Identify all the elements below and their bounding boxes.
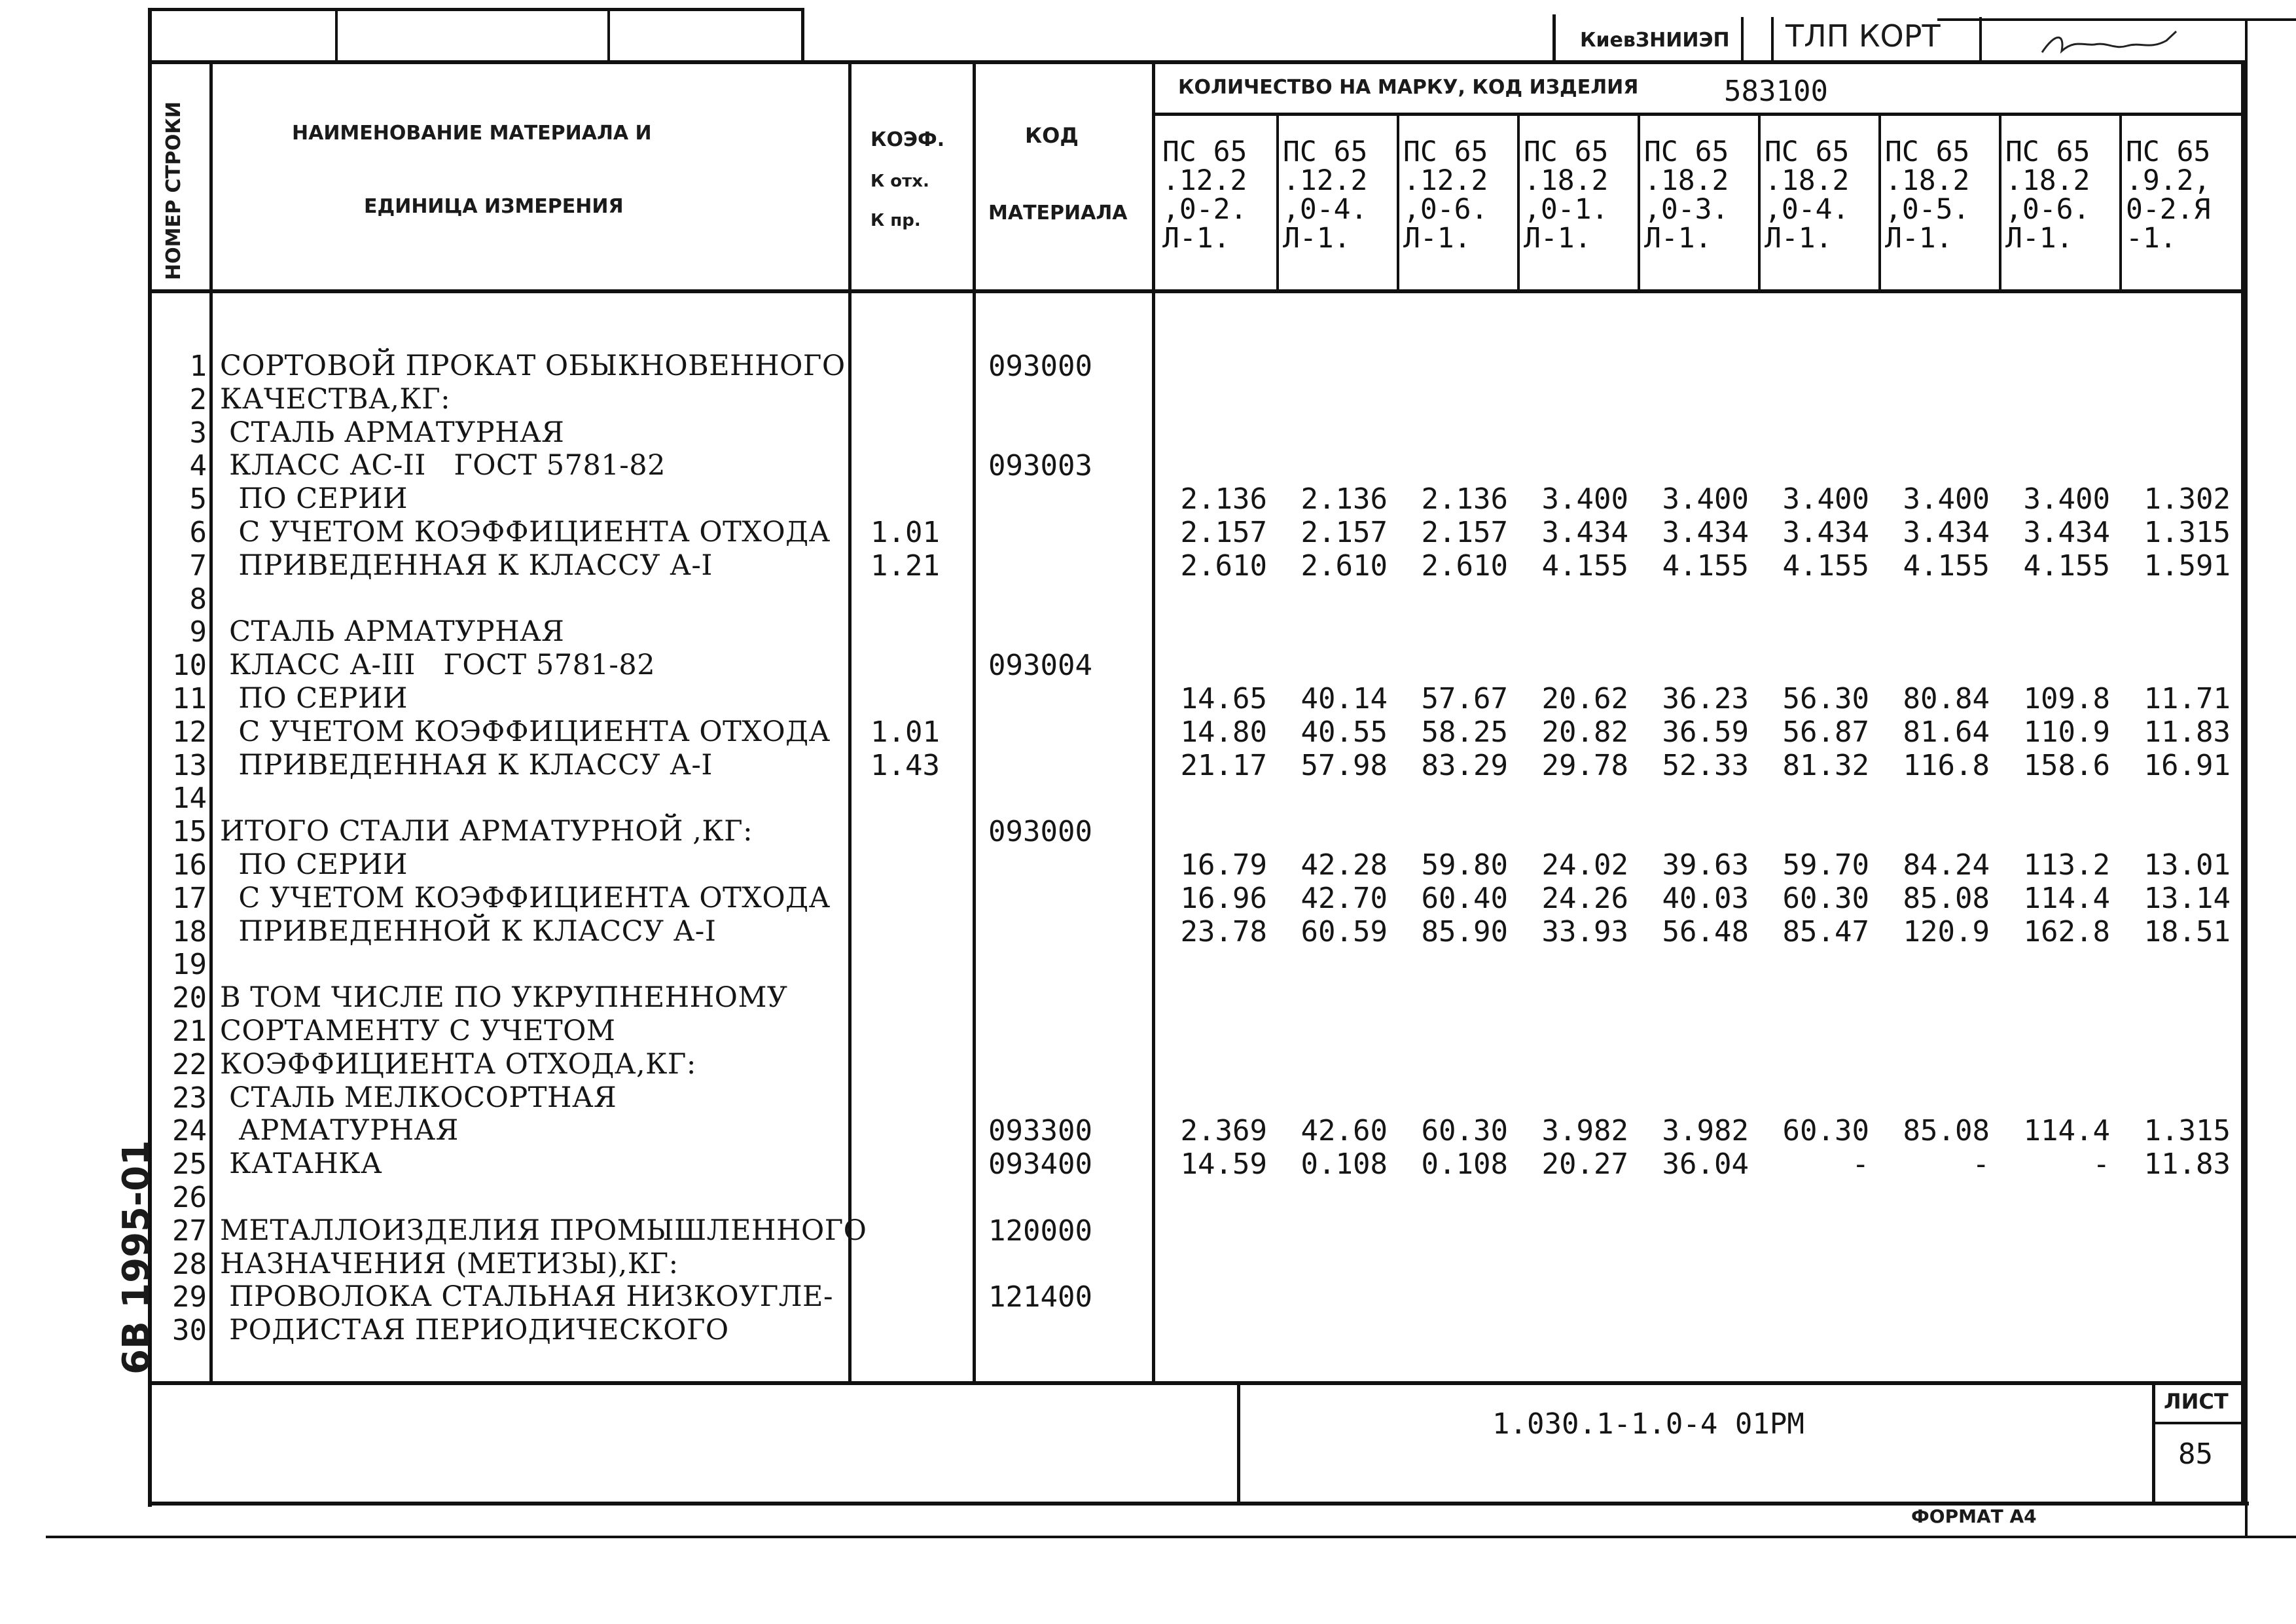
value-cell: 2.610	[1300, 549, 1388, 583]
col-div-name	[848, 60, 852, 1384]
value-cell: 36.23	[1662, 682, 1749, 715]
value-cell: 18.51	[2144, 915, 2231, 948]
row-material-name: СТАЛЬ МЕЛКОСОРТНАЯ	[220, 1081, 617, 1114]
value-cell: 58.25	[1421, 715, 1508, 749]
value-cell: 1.315	[2144, 516, 2231, 549]
column-header: ПС 65 .12.2 ,0-2. Л-1.	[1162, 135, 1247, 255]
value-cell: 4.155	[2023, 549, 2110, 583]
value-cell: 83.29	[1421, 749, 1508, 782]
value-cell: 3.982	[1541, 1114, 1628, 1147]
row-number: 16	[172, 848, 207, 882]
value-cell: 57.67	[1421, 682, 1508, 715]
value-cell: 16.91	[2144, 749, 2231, 782]
row-number: 1	[189, 350, 207, 383]
value-cell: 0.108	[1421, 1147, 1508, 1181]
row-number: 8	[189, 583, 207, 616]
value-cell: 20.62	[1541, 682, 1628, 715]
value-cell: 85.90	[1421, 915, 1508, 948]
stamp-div-6	[1771, 17, 1774, 62]
value-cell: 60.30	[1782, 882, 1869, 915]
value-cell: 59.80	[1421, 848, 1508, 882]
column-header: ПС 65 .18.2 ,0-1. Л-1.	[1524, 135, 1609, 255]
format-label: ФОРМАТ А4	[1911, 1506, 2037, 1527]
row-material-name: НАЗНАЧЕНИЯ (МЕТИЗЫ),КГ:	[220, 1248, 679, 1280]
row-number: 12	[172, 715, 207, 749]
row-number: 15	[172, 815, 207, 848]
row-material-name: МЕТАЛЛОИЗДЕЛИЯ ПРОМЫШЛЕННОГО	[220, 1214, 867, 1247]
frame-top-right	[1937, 18, 2296, 21]
column-header: ПС 65 .18.2 ,0-4. Л-1.	[1765, 135, 1850, 255]
value-cell: 42.70	[1300, 882, 1388, 915]
row-number-header: НОМЕР СТРОКИ	[162, 101, 185, 280]
col-div-p4	[1638, 113, 1640, 292]
row-material-code: 093400	[988, 1147, 1092, 1181]
row-number: 25	[172, 1147, 207, 1181]
value-cell: 1.302	[2144, 482, 2231, 516]
row-material-name: КЛАСС А-III ГОСТ 5781-82	[220, 649, 656, 681]
row-number: 18	[172, 915, 207, 948]
footer-div-2	[2152, 1381, 2155, 1504]
name-header-2: ЕДИНИЦА ИЗМЕРЕНИЯ	[364, 195, 624, 218]
side-mark: 6В 1995-01	[115, 1140, 158, 1375]
page-bottom-rule	[46, 1536, 2296, 1538]
value-cell: 0.108	[1300, 1147, 1388, 1181]
row-number: 9	[189, 615, 207, 649]
value-cell: 60.30	[1421, 1114, 1508, 1147]
value-cell: 2.610	[1421, 549, 1508, 583]
value-cell: 85.47	[1782, 915, 1869, 948]
value-cell: 158.6	[2023, 749, 2110, 782]
stamp-div-2	[607, 8, 610, 63]
row-material-code: 093000	[988, 350, 1092, 383]
value-cell: 21.17	[1180, 749, 1267, 782]
value-cell: -	[1852, 1147, 1869, 1181]
row-material-code: 093300	[988, 1114, 1092, 1147]
value-cell: 24.26	[1541, 882, 1628, 915]
row-material-name: С УЧЕТОМ КОЭФФИЦИЕНТА ОТХОДА	[220, 715, 831, 748]
name-header-1: НАИМЕНОВАНИЕ МАТЕРИАЛА И	[292, 122, 652, 145]
row-number: 11	[172, 682, 207, 715]
value-cell: 3.982	[1662, 1114, 1749, 1147]
row-number: 19	[172, 948, 207, 981]
row-material-name: В ТОМ ЧИСЛЕ ПО УКРУПНЕННОМУ	[220, 981, 788, 1014]
value-cell: 20.82	[1541, 715, 1628, 749]
value-cell: -	[1972, 1147, 1990, 1181]
row-number: 24	[172, 1114, 207, 1147]
row-material-name: ПРИВЕДЕННОЙ К КЛАССУ А-I	[220, 915, 717, 948]
value-cell: 56.87	[1782, 715, 1869, 749]
row-material-code: 093003	[988, 449, 1092, 482]
row-number: 4	[189, 449, 207, 482]
value-cell: 14.80	[1180, 715, 1267, 749]
product-code: 583100	[1724, 75, 1828, 108]
value-cell: 4.155	[1782, 549, 1869, 583]
stamp-div-4	[1552, 14, 1556, 62]
value-cell: 23.78	[1180, 915, 1267, 948]
sheet-label: ЛИСТ	[2164, 1389, 2229, 1414]
row-material-code: 120000	[988, 1214, 1092, 1248]
value-cell: 3.434	[2023, 516, 2110, 549]
value-cell: 11.83	[2144, 715, 2231, 749]
stamp-div-7	[1979, 17, 1982, 62]
row-material-name: КЛАСС АС-II ГОСТ 5781-82	[220, 449, 666, 482]
value-cell: 29.78	[1541, 749, 1628, 782]
value-cell: 162.8	[2023, 915, 2110, 948]
col-div-p7	[1999, 113, 2001, 292]
row-material-name: СТАЛЬ АРМАТУРНАЯ	[220, 416, 565, 449]
value-cell: 42.60	[1300, 1114, 1388, 1147]
row-material-name: КОЭФФИЦИЕНТА ОТХОДА,КГ:	[220, 1048, 696, 1081]
value-cell: 2.157	[1300, 516, 1388, 549]
value-cell: 120.9	[1903, 915, 1990, 948]
body-bottom	[148, 1381, 2245, 1385]
value-cell: 1.315	[2144, 1114, 2231, 1147]
value-cell: 1.591	[2144, 549, 2231, 583]
value-cell: 114.4	[2023, 882, 2110, 915]
value-cell: 20.27	[1541, 1147, 1628, 1181]
value-cell: 81.64	[1903, 715, 1990, 749]
row-number: 2	[189, 383, 207, 416]
row-number: 13	[172, 749, 207, 782]
value-cell: 42.28	[1300, 848, 1388, 882]
row-number: 21	[172, 1015, 207, 1048]
qty-row-bottom	[1152, 113, 2245, 116]
footer-div-1	[1237, 1381, 1240, 1504]
row-number: 28	[172, 1248, 207, 1281]
value-cell: 57.98	[1300, 749, 1388, 782]
column-header: ПС 65 .18.2 ,0-5. Л-1.	[1885, 135, 1970, 255]
row-number: 27	[172, 1214, 207, 1248]
header-top	[148, 60, 2245, 64]
value-cell: 59.70	[1782, 848, 1869, 882]
value-cell: 4.155	[1662, 549, 1749, 583]
value-cell: 3.400	[1662, 482, 1749, 516]
row-material-name: СТАЛЬ АРМАТУРНАЯ	[220, 615, 565, 648]
row-number: 7	[189, 549, 207, 583]
row-koef: 1.43	[870, 749, 940, 782]
row-number: 23	[172, 1081, 207, 1115]
col-div-p8	[2119, 113, 2122, 292]
page-right-rule	[2245, 18, 2248, 1538]
value-cell: 13.14	[2144, 882, 2231, 915]
col-div-rownum	[209, 60, 213, 1384]
stamp-code: ТЛП КОРТ	[1785, 18, 1941, 54]
value-cell: 2.136	[1180, 482, 1267, 516]
row-number: 17	[172, 882, 207, 915]
value-cell: 3.434	[1782, 516, 1869, 549]
row-number: 5	[189, 482, 207, 516]
col-div-p6	[1878, 113, 1881, 292]
row-material-name: ИТОГО СТАЛИ АРМАТУРНОЙ ,КГ:	[220, 815, 753, 848]
col-div-p2	[1397, 113, 1399, 292]
value-cell: 84.24	[1903, 848, 1990, 882]
value-cell: 16.79	[1180, 848, 1267, 882]
row-number: 14	[172, 782, 207, 815]
row-number: 20	[172, 981, 207, 1015]
row-number: 30	[172, 1314, 207, 1347]
doc-code: 1.030.1-1.0-4 01РМ	[1492, 1407, 1804, 1441]
value-cell: 2.157	[1421, 516, 1508, 549]
value-cell: 3.400	[1903, 482, 1990, 516]
value-cell: 116.8	[1903, 749, 1990, 782]
row-number: 3	[189, 416, 207, 450]
row-number: 10	[172, 649, 207, 682]
value-cell: 3.434	[1903, 516, 1990, 549]
value-cell: 24.02	[1541, 848, 1628, 882]
row-material-name: ПРИВЕДЕННАЯ К КЛАССУ А-I	[220, 549, 713, 582]
value-cell: 36.04	[1662, 1147, 1749, 1181]
row-material-name: СОРТАМЕНТУ С УЧЕТОМ	[220, 1015, 616, 1047]
column-header: ПС 65 .18.2 ,0-6. Л-1.	[2005, 135, 2090, 255]
stamp-div-3	[801, 8, 804, 63]
value-cell: 80.84	[1903, 682, 1990, 715]
value-cell: 39.63	[1662, 848, 1749, 882]
value-cell: 2.157	[1180, 516, 1267, 549]
value-cell: 85.08	[1903, 882, 1990, 915]
value-cell: 109.8	[2023, 682, 2110, 715]
value-cell: 11.71	[2144, 682, 2231, 715]
row-material-name: ПО СЕРИИ	[220, 482, 408, 515]
value-cell: 40.03	[1662, 882, 1749, 915]
value-cell: -	[2092, 1147, 2110, 1181]
value-cell: 2.136	[1300, 482, 1388, 516]
value-cell: 85.08	[1903, 1114, 1990, 1147]
value-cell: 52.33	[1662, 749, 1749, 782]
code-header-2: МАТЕРИАЛА	[988, 202, 1128, 225]
row-material-name: РОДИСТАЯ ПЕРИОДИЧЕСКОГО	[220, 1314, 729, 1346]
stamp-div-5	[1741, 17, 1744, 62]
column-header: ПС 65 .12.2 ,0-4. Л-1.	[1283, 135, 1368, 255]
row-number: 26	[172, 1181, 207, 1214]
value-cell: 3.400	[1541, 482, 1628, 516]
value-cell: 56.48	[1662, 915, 1749, 948]
value-cell: 3.434	[1662, 516, 1749, 549]
row-material-code: 093004	[988, 649, 1092, 682]
stamp-div-1	[335, 8, 338, 63]
value-cell: 14.59	[1180, 1147, 1267, 1181]
value-cell: 56.30	[1782, 682, 1869, 715]
row-koef: 1.01	[870, 715, 940, 749]
value-cell: 13.01	[2144, 848, 2231, 882]
row-material-name: СОРТОВОЙ ПРОКАТ ОБЫКНОВЕННОГО	[220, 350, 846, 382]
sheet-number: 85	[2178, 1437, 2213, 1471]
frame-top-left	[148, 8, 804, 11]
value-cell: 3.400	[2023, 482, 2110, 516]
koef-pr-header: К пр.	[870, 211, 921, 230]
header-bottom	[148, 289, 2245, 293]
row-material-code: 121400	[988, 1280, 1092, 1314]
row-material-name: АРМАТУРНАЯ	[220, 1114, 459, 1147]
value-cell: 36.59	[1662, 715, 1749, 749]
col-div-p1	[1276, 113, 1279, 292]
value-cell: 2.610	[1180, 549, 1267, 583]
value-cell: 4.155	[1903, 549, 1990, 583]
column-header: ПС 65 .12.2 ,0-6. Л-1.	[1403, 135, 1488, 255]
row-material-name: С УЧЕТОМ КОЭФФИЦИЕНТА ОТХОДА	[220, 516, 831, 549]
row-material-name: ПО СЕРИИ	[220, 848, 408, 881]
value-cell: 113.2	[2023, 848, 2110, 882]
row-number: 22	[172, 1048, 207, 1081]
col-div-p5	[1758, 113, 1761, 292]
column-header: ПС 65 .18.2 ,0-3. Л-1.	[1644, 135, 1729, 255]
koef-otx-header: К отх.	[870, 171, 929, 191]
value-cell: 11.83	[2144, 1147, 2231, 1181]
row-material-code: 093000	[988, 815, 1092, 848]
value-cell: 81.32	[1782, 749, 1869, 782]
value-cell: 14.65	[1180, 682, 1267, 715]
stamp-org: КиевЗНИИЭП	[1580, 29, 1730, 52]
value-cell: 4.155	[1541, 549, 1628, 583]
value-cell: 40.55	[1300, 715, 1388, 749]
qty-header: КОЛИЧЕСТВО НА МАРКУ, КОД ИЗДЕЛИЯ	[1178, 76, 1639, 99]
value-cell: 16.96	[1180, 882, 1267, 915]
value-cell: 3.400	[1782, 482, 1869, 516]
value-cell: 2.369	[1180, 1114, 1267, 1147]
value-cell: 110.9	[2023, 715, 2110, 749]
row-material-name: ПО СЕРИИ	[220, 682, 408, 715]
col-div-p3	[1517, 113, 1520, 292]
value-cell: 33.93	[1541, 915, 1628, 948]
row-material-name: КАЧЕСТВА,КГ:	[220, 383, 451, 416]
value-cell: 60.59	[1300, 915, 1388, 948]
footer-sheet-rule	[2152, 1422, 2244, 1424]
value-cell: 114.4	[2023, 1114, 2110, 1147]
value-cell: 60.40	[1421, 882, 1508, 915]
row-material-name: КАТАНКА	[220, 1147, 383, 1180]
row-number: 6	[189, 516, 207, 549]
value-cell: 60.30	[1782, 1114, 1869, 1147]
koef-header: КОЭФ.	[870, 128, 945, 151]
row-koef: 1.21	[870, 549, 940, 583]
row-koef: 1.01	[870, 516, 940, 549]
value-cell: 3.434	[1541, 516, 1628, 549]
code-header-1: КОД	[1025, 123, 1079, 148]
row-number: 29	[172, 1280, 207, 1314]
value-cell: 2.136	[1421, 482, 1508, 516]
column-header: ПС 65 .9.2, 0-2.Я -1.	[2126, 135, 2211, 255]
row-material-name: ПРОВОЛОКА СТАЛЬНАЯ НИЗКОУГЛЕ-	[220, 1280, 833, 1313]
row-material-name: ПРИВЕДЕННАЯ К КЛАССУ А-I	[220, 749, 713, 782]
value-cell: 40.14	[1300, 682, 1388, 715]
row-material-name: С УЧЕТОМ КОЭФФИЦИЕНТА ОТХОДА	[220, 882, 831, 914]
col-div-koef	[973, 60, 976, 1384]
signature-icon	[2036, 26, 2186, 59]
